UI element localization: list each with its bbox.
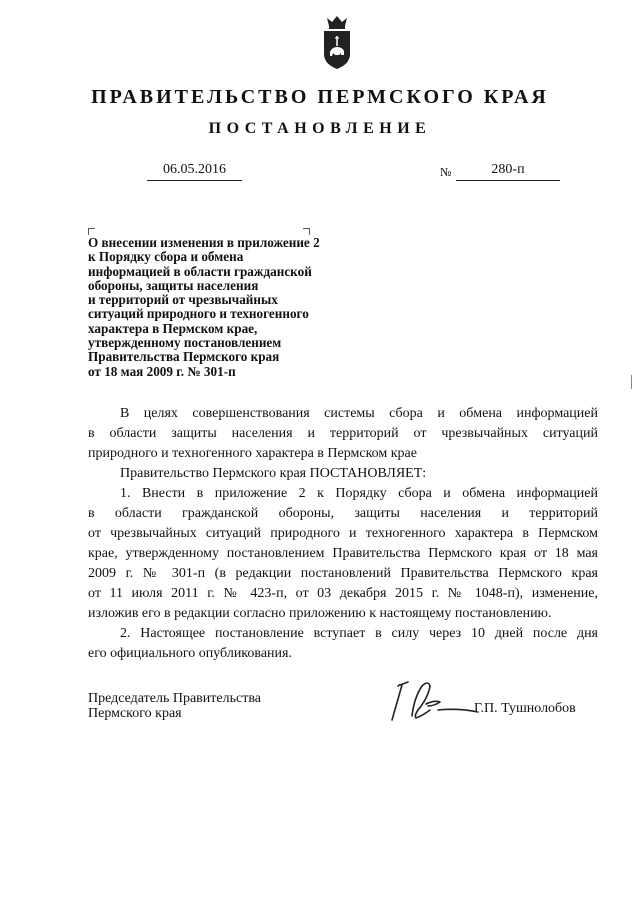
signer-position <box>88 691 261 721</box>
subject-line: от 18 мая 2009 г. № 301-п <box>88 363 236 379</box>
document-subject <box>88 236 388 379</box>
subject-corner-mark <box>88 228 95 235</box>
body-line: от чрезвычайных ситуаций природного и техногенного характера в Пермском <box>88 526 598 541</box>
paragraph-purpose <box>88 404 598 464</box>
subject-line: Правительства Пермского края <box>88 349 280 365</box>
signer-name: Г.П. Тушнолобов <box>474 701 576 716</box>
body-line: от 11 июля 2011 г. № 423-п, от 03 декабря 2015 г. № 1048-п), изменение, <box>88 586 598 601</box>
body-line: в области гражданской обороны, защиты населения и территорий <box>88 506 598 521</box>
body-line: природного и техногенного характера в Пермском крае <box>88 446 417 461</box>
document-date: 06.05.2016 <box>163 162 226 177</box>
date-underline <box>147 180 242 181</box>
paragraph-resolves <box>88 464 598 484</box>
body-line: 2009 г. № 301-п (в редакции постановлений Правительства Пермского края <box>88 566 598 581</box>
body-line: 1. Внести в приложение 2 к Порядку сбора и обмена информацией <box>120 486 598 501</box>
body-line: Правительство Пермского края ПОСТАНОВЛЯЕТ: <box>120 466 427 481</box>
document-body <box>88 404 598 664</box>
document-number: 280-п <box>491 162 525 177</box>
subject-line: ситуаций природного и техногенного <box>88 306 309 322</box>
subject-line: утвержденному постановлением <box>88 335 282 351</box>
subject-line: к Порядку сбора и обмена <box>88 249 244 265</box>
signer-position-line: Пермского края <box>88 706 182 721</box>
document-type: ПОСТАНОВЛЕНИЕ <box>208 120 432 137</box>
subject-line: информацией в области гражданской <box>88 263 312 279</box>
body-line: крае, утвержденному постановлением Правительства Пермского края от 18 мая <box>88 546 598 561</box>
perm-krai-coat-of-arms-icon <box>320 14 354 70</box>
scan-edge-mark <box>631 375 632 389</box>
number-underline <box>456 180 560 181</box>
paragraph-item-1 <box>88 484 598 624</box>
body-line: в области защиты населения и территорий от чрезвычайных ситуаций <box>88 426 598 441</box>
subject-line: характера в Пермском крае, <box>88 320 258 336</box>
subject-line: О внесении изменения в приложение 2 <box>88 235 320 250</box>
paragraph-item-2 <box>88 624 598 664</box>
government-title: ПРАВИТЕЛЬСТВО ПЕРМСКОГО КРАЯ <box>91 86 549 108</box>
body-line: В целях совершенствования системы сбора и обмена информацией <box>120 406 598 421</box>
body-line: 2. Настоящее постановление вступает в силу через 10 дней после дня <box>120 626 598 641</box>
number-sign: № <box>440 165 452 179</box>
body-line: его официального опубликования. <box>88 646 292 661</box>
subject-corner-mark <box>303 228 310 235</box>
subject-line: обороны, защиты населения <box>88 277 259 293</box>
body-line: изложив его в редакции согласно приложению к настоящему постановлению. <box>88 606 552 621</box>
subject-line: и территорий от чрезвычайных <box>88 292 278 308</box>
signer-position-line: Председатель Правительства <box>88 691 261 706</box>
